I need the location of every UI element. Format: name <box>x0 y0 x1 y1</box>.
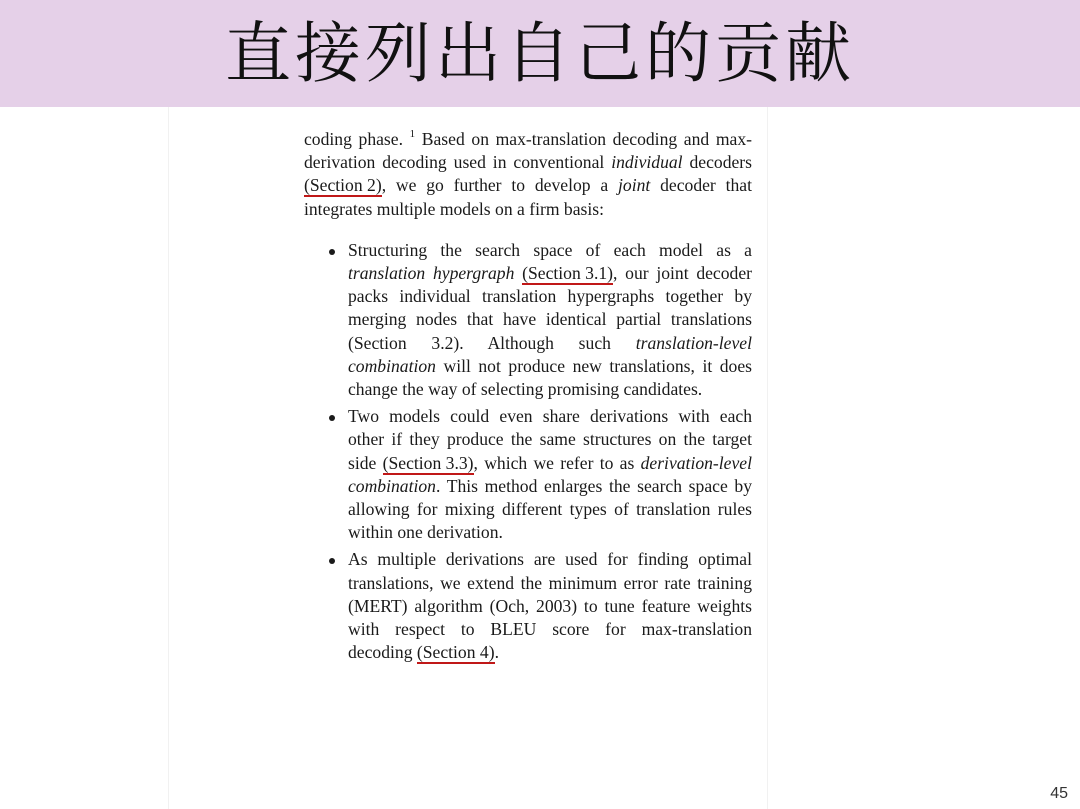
bullet-emphasis: translation hypergraph <box>348 263 515 284</box>
bullet-dot-icon <box>329 558 335 564</box>
bullet-text-2 <box>514 263 522 283</box>
section-ref-underlined: (Section 3.3) <box>382 452 474 473</box>
bullet-dot-icon <box>329 415 335 421</box>
bullet-emphasis: translation-level combination <box>348 332 752 376</box>
intro-paragraph <box>304 128 752 221</box>
paper-excerpt <box>304 128 752 668</box>
section-ref-underlined: (Section 3.1) <box>522 263 614 284</box>
bullet-emphasis: derivation-level combination <box>348 452 752 496</box>
intro-text-5: decoder that integrates multiple models on a firm basis: <box>304 175 752 219</box>
intro-text-3: decoders <box>682 152 752 173</box>
slide-title: 直接列出自己的贡献 <box>225 14 855 92</box>
bullet-text-1: Two models could even share derivations with each other if they produce the same structures on the target side <box>348 406 752 473</box>
slide-page-number: 45 <box>1050 785 1068 802</box>
bullet-text-3: , our joint decoder packs individual translation hypergraphs together by merging nodes that have identical partial translations (Section 3.2). Although such <box>348 263 752 353</box>
bullet-text-2: . <box>494 642 499 663</box>
footnote-marker: 1 <box>409 128 416 141</box>
section-ref-underlined: (Section 2) <box>304 175 382 196</box>
contribution-list <box>304 239 752 665</box>
intro-emphasis-joint: joint <box>618 175 651 196</box>
bullet-text-3: . This method enlarges the search space by allowing for mixing different types of translation rules within one derivation. <box>348 475 752 543</box>
bullet-text-4: will not produce new translations, it does change the way of selecting promising candidates. <box>348 355 752 400</box>
bullet-text-1: As multiple derivations are used for finding optimal translations, we extend the minimum error rate training (MERT) algorithm (Och, 2003) to tune feature weights with respect to BLEU score for max-translation decoding <box>348 549 752 663</box>
intro-text-1: coding phase. <box>304 129 403 149</box>
intro-text-4: , we go further to develop a <box>381 175 619 196</box>
bullet-text-1: Structuring the search space of each model as a <box>348 239 752 260</box>
list-item <box>304 239 752 401</box>
bullet-text-2: , which we refer to as <box>473 452 641 473</box>
list-item <box>304 548 752 664</box>
list-item <box>304 405 752 544</box>
intro-emphasis-individual: individual <box>611 152 683 173</box>
section-ref-underlined: (Section 4) <box>416 642 495 663</box>
bullet-dot-icon <box>329 249 335 255</box>
intro-text-2: Based on max-translation decoding and max-derivation decoding used in conventional <box>304 129 752 173</box>
title-banner <box>0 0 1080 107</box>
